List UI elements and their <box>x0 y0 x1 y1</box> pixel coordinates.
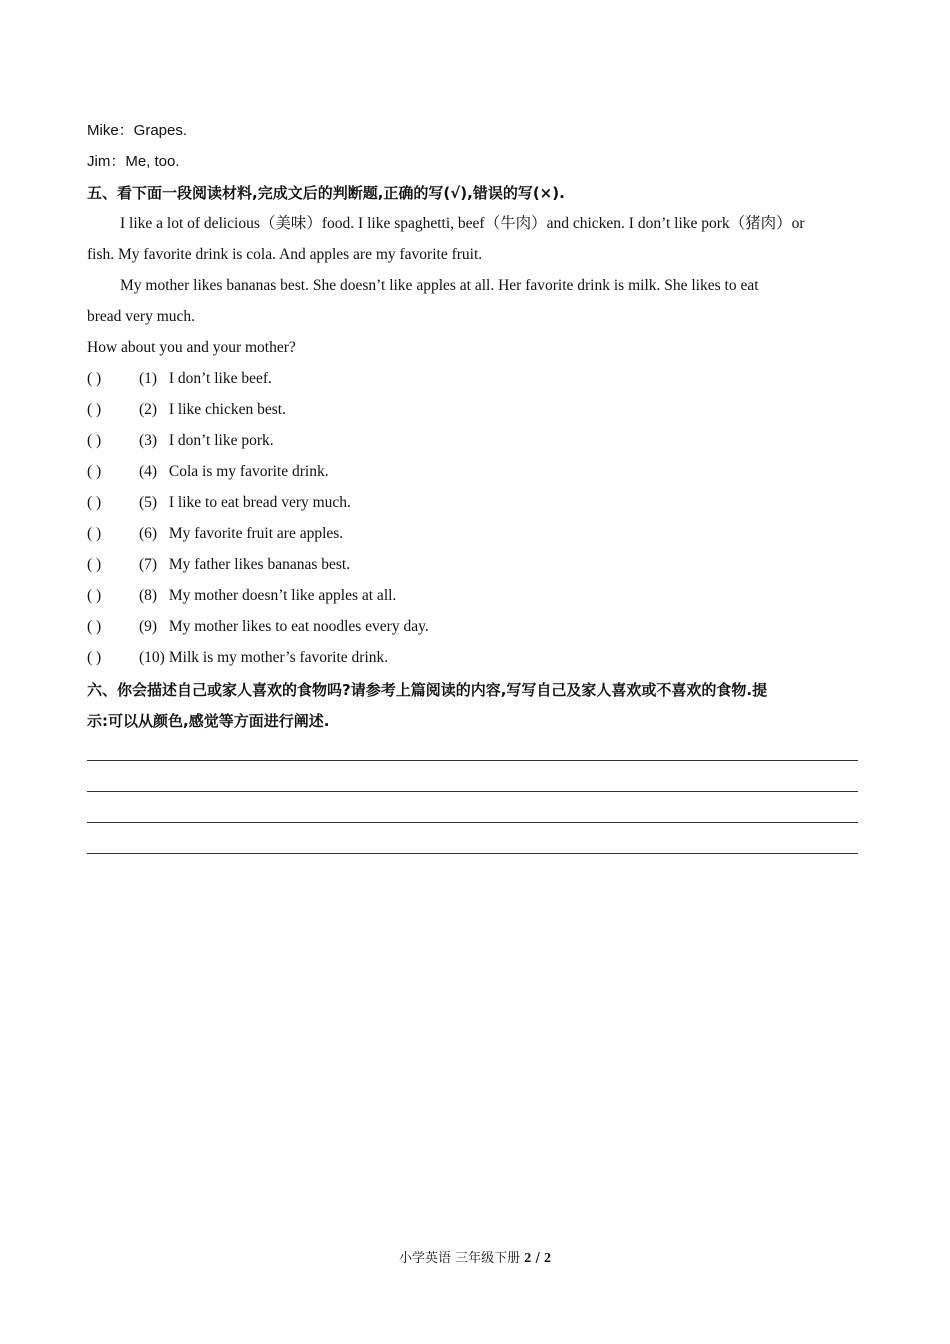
item-text: My mother likes to eat noodles every day. <box>168 618 429 635</box>
section-five-heading: 五、看下面一段阅读材料,完成文后的判断题,正确的写(√),错误的写(×). <box>87 184 565 202</box>
reading-paragraph-2-line-1: My mother likes bananas best. She doesn’t like apples at all. Her favorite drink is milk. She likes to eat <box>120 277 759 294</box>
item-number: (9) <box>139 618 158 635</box>
item-number: (4) <box>139 463 158 480</box>
item-number: (7) <box>139 556 158 573</box>
answer-blank[interactable]: ( ) <box>87 494 102 511</box>
answer-blank[interactable]: ( ) <box>87 370 102 387</box>
item-number: (5) <box>139 494 158 511</box>
page-footer <box>0 1247 950 1267</box>
judgment-item <box>87 400 286 420</box>
judgment-item <box>87 524 343 544</box>
writing-answer-area[interactable] <box>87 760 858 884</box>
reading-paragraph-1-line-2: fish. My favorite drink is cola. And apples are my favorite fruit. <box>87 246 483 263</box>
reading-paragraph-1-line-1: I like a lot of delicious（美味）food. I like spaghetti, beef（牛肉）and chicken. I don’t like pork（猪肉）or <box>120 215 805 232</box>
item-text: I don’t like beef. <box>168 370 272 387</box>
page-number-current: 2 <box>524 1251 532 1266</box>
dialog-line-jim: Jim：Me, too. <box>87 153 180 170</box>
item-text: Milk is my mother’s favorite drink. <box>168 649 389 666</box>
page-number-total: 2 <box>543 1251 551 1266</box>
answer-blank[interactable]: ( ) <box>87 556 102 573</box>
answer-blank[interactable]: ( ) <box>87 618 102 635</box>
judgment-item <box>87 493 351 513</box>
judgment-item <box>87 369 272 389</box>
judgment-item <box>87 431 274 451</box>
answer-blank[interactable]: ( ) <box>87 432 102 449</box>
item-text: My father likes bananas best. <box>168 556 351 573</box>
section-six-heading-line-1: 六、你会描述自己或家人喜欢的食物吗?请参考上篇阅读的内容,写写自己及家人喜欢或不喜欢的食物.提 <box>87 681 768 699</box>
item-number: (3) <box>139 432 158 449</box>
writing-line[interactable] <box>87 822 858 823</box>
judgment-item <box>87 555 350 575</box>
judgment-item <box>87 586 396 606</box>
dialog-line-mike: Mike：Grapes. <box>87 122 188 139</box>
writing-line[interactable] <box>87 853 858 854</box>
item-text: My favorite fruit are apples. <box>168 525 344 542</box>
writing-line[interactable] <box>87 760 858 761</box>
item-text: I like to eat bread very much. <box>168 494 351 511</box>
section-six-heading-line-2: 示:可以从颜色,感觉等方面进行阐述. <box>87 712 330 730</box>
reading-question-line: How about you and your mother? <box>87 339 296 356</box>
item-number: (2) <box>139 401 158 418</box>
item-number: (8) <box>139 587 158 604</box>
reading-paragraph-2-line-2: bread very much. <box>87 308 196 325</box>
item-text: I like chicken best. <box>168 401 286 418</box>
page-number-separator: / <box>535 1251 540 1266</box>
answer-blank[interactable]: ( ) <box>87 463 102 480</box>
item-number: (1) <box>139 370 158 387</box>
answer-blank[interactable]: ( ) <box>87 587 102 604</box>
item-number: (10) <box>139 649 165 666</box>
answer-blank[interactable]: ( ) <box>87 525 102 542</box>
judgment-item <box>87 462 329 482</box>
judgment-item <box>87 617 429 637</box>
footer-label: 小学英语 三年级下册 <box>399 1251 521 1266</box>
item-text: My mother doesn’t like apples at all. <box>168 587 397 604</box>
answer-blank[interactable]: ( ) <box>87 649 102 666</box>
item-text: Cola is my favorite drink. <box>168 463 329 480</box>
item-number: (6) <box>139 525 158 542</box>
writing-line[interactable] <box>87 791 858 792</box>
item-text: I don’t like pork. <box>168 432 274 449</box>
judgment-item <box>87 648 388 668</box>
answer-blank[interactable]: ( ) <box>87 401 102 418</box>
